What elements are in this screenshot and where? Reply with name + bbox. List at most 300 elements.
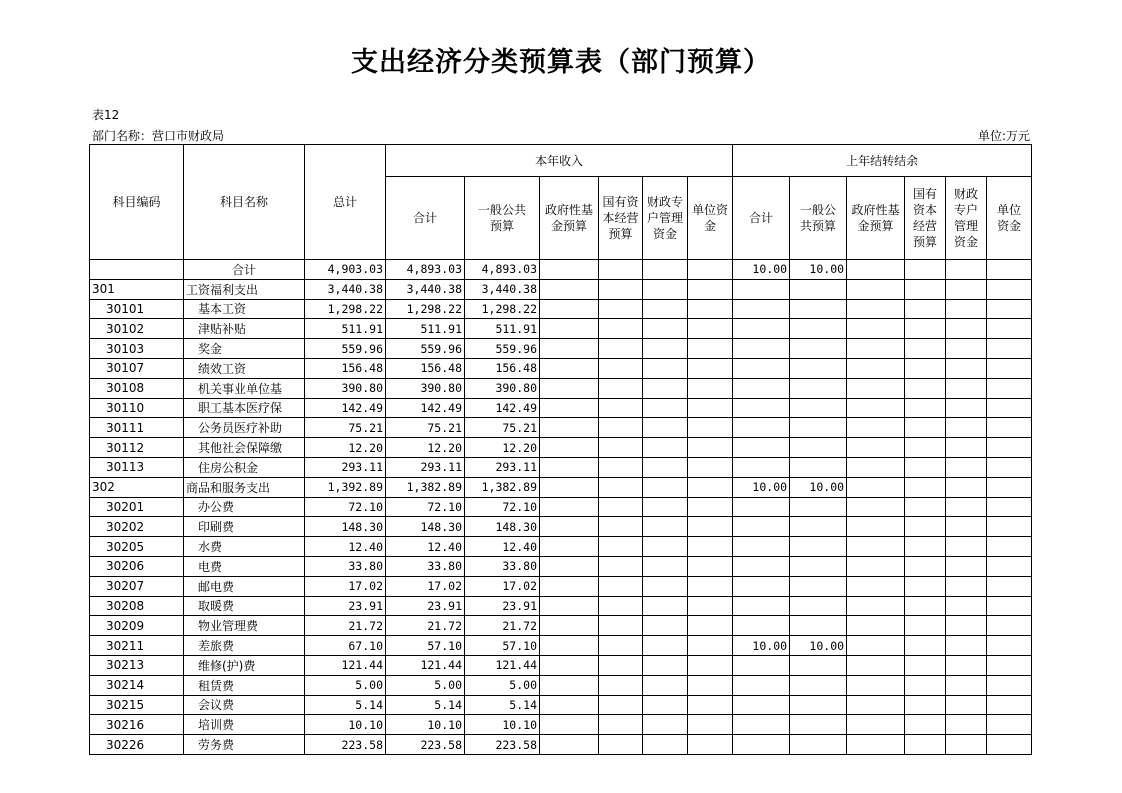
cell-cur-special	[643, 675, 688, 695]
cell-cur-unit	[688, 319, 733, 339]
cell-pri-fund	[847, 636, 905, 656]
cell-cur-sum: 21.72	[386, 616, 465, 636]
cell-pri-special	[946, 497, 987, 517]
cell-pri-general	[790, 735, 847, 755]
cell-pri-sum	[733, 695, 790, 715]
cell-total: 12.40	[305, 537, 386, 557]
cell-cur-unit	[688, 616, 733, 636]
cell-pri-fund	[847, 616, 905, 636]
cell-pri-state	[905, 299, 946, 319]
cell-name: 合计	[184, 260, 305, 280]
cell-cur-state	[599, 636, 643, 656]
cell-cur-state	[599, 715, 643, 735]
cell-cur-fund	[540, 556, 599, 576]
cell-cur-special	[643, 517, 688, 537]
cell-cur-fund	[540, 418, 599, 438]
cell-pri-general	[790, 418, 847, 438]
table-row	[90, 655, 1032, 675]
cell-pri-sum	[733, 537, 790, 557]
cell-cur-general: 33.80	[465, 556, 540, 576]
cell-total: 1,392.89	[305, 477, 386, 497]
cell-pri-general	[790, 517, 847, 537]
cell-pri-state	[905, 497, 946, 517]
cell-total: 17.02	[305, 576, 386, 596]
cell-cur-unit	[688, 695, 733, 715]
table-row	[90, 438, 1032, 458]
cell-cur-unit	[688, 339, 733, 359]
cell-pri-state	[905, 438, 946, 458]
cell-pri-unit	[987, 556, 1032, 576]
cell-pri-unit	[987, 537, 1032, 557]
cell-cur-special	[643, 358, 688, 378]
table-row	[90, 675, 1032, 695]
cell-pri-sum	[733, 556, 790, 576]
cell-pri-general	[790, 398, 847, 418]
cell-cur-special	[643, 537, 688, 557]
cell-pri-fund	[847, 438, 905, 458]
cell-name: 印刷费	[184, 517, 305, 537]
cell-pri-special	[946, 398, 987, 418]
cell-cur-fund	[540, 279, 599, 299]
cell-code: 30208	[90, 596, 184, 616]
cell-pri-special	[946, 596, 987, 616]
cell-pri-state	[905, 398, 946, 418]
cell-cur-state	[599, 517, 643, 537]
cell-cur-general: 223.58	[465, 735, 540, 755]
cell-total: 559.96	[305, 339, 386, 359]
cell-code: 30111	[90, 418, 184, 438]
cell-pri-sum	[733, 497, 790, 517]
cell-pri-general: 10.00	[790, 636, 847, 656]
cell-pri-special	[946, 260, 987, 280]
cell-total: 293.11	[305, 457, 386, 477]
cell-pri-sum	[733, 279, 790, 299]
cell-cur-general: 75.21	[465, 418, 540, 438]
cell-cur-special	[643, 279, 688, 299]
cell-cur-fund	[540, 358, 599, 378]
cell-cur-fund	[540, 378, 599, 398]
cell-pri-fund	[847, 418, 905, 438]
cell-total: 5.14	[305, 695, 386, 715]
cell-cur-special	[643, 556, 688, 576]
cell-cur-sum: 1,298.22	[386, 299, 465, 319]
cell-pri-special	[946, 715, 987, 735]
cell-pri-unit	[987, 339, 1032, 359]
cell-name: 取暖费	[184, 596, 305, 616]
cell-code: 30201	[90, 497, 184, 517]
cell-pri-special	[946, 537, 987, 557]
cell-pri-state	[905, 675, 946, 695]
cell-pri-unit	[987, 655, 1032, 675]
cell-pri-unit	[987, 497, 1032, 517]
cell-pri-fund	[847, 596, 905, 616]
cell-cur-state	[599, 457, 643, 477]
cell-cur-unit	[688, 477, 733, 497]
cell-pri-sum	[733, 299, 790, 319]
cell-cur-unit	[688, 418, 733, 438]
cell-cur-fund	[540, 517, 599, 537]
cell-total: 10.10	[305, 715, 386, 735]
cell-code: 30213	[90, 655, 184, 675]
cell-pri-state	[905, 655, 946, 675]
cell-name: 水费	[184, 537, 305, 557]
header-pri-unit: 单位资金	[987, 177, 1032, 260]
cell-code: 30209	[90, 616, 184, 636]
cell-pri-general	[790, 616, 847, 636]
cell-cur-general: 57.10	[465, 636, 540, 656]
header-cur-sum: 合计	[386, 177, 465, 260]
header-pri-fund: 政府性基金预算	[847, 177, 905, 260]
cell-cur-general: 156.48	[465, 358, 540, 378]
cell-pri-state	[905, 260, 946, 280]
table-row	[90, 378, 1032, 398]
cell-cur-sum: 23.91	[386, 596, 465, 616]
cell-cur-general: 148.30	[465, 517, 540, 537]
cell-pri-special	[946, 378, 987, 398]
table-body	[90, 260, 1032, 755]
cell-pri-fund	[847, 358, 905, 378]
cell-cur-sum: 75.21	[386, 418, 465, 438]
cell-pri-state	[905, 517, 946, 537]
cell-pri-general: 10.00	[790, 477, 847, 497]
cell-cur-special	[643, 655, 688, 675]
cell-pri-sum	[733, 735, 790, 755]
cell-cur-unit	[688, 299, 733, 319]
cell-pri-fund	[847, 378, 905, 398]
cell-pri-fund	[847, 735, 905, 755]
cell-total: 21.72	[305, 616, 386, 636]
cell-pri-general	[790, 576, 847, 596]
cell-pri-unit	[987, 695, 1032, 715]
header-total: 总计	[305, 145, 386, 260]
cell-cur-special	[643, 398, 688, 418]
cell-cur-sum: 1,382.89	[386, 477, 465, 497]
cell-pri-special	[946, 339, 987, 359]
cell-pri-fund	[847, 279, 905, 299]
department-name: 部门名称：营口市财政局	[92, 129, 225, 143]
cell-pri-unit	[987, 596, 1032, 616]
cell-pri-fund	[847, 260, 905, 280]
cell-code: 30110	[90, 398, 184, 418]
cell-code: 30113	[90, 457, 184, 477]
cell-name: 物业管理费	[184, 616, 305, 636]
cell-pri-state	[905, 319, 946, 339]
cell-pri-fund	[847, 537, 905, 557]
cell-cur-fund	[540, 655, 599, 675]
cell-cur-general: 12.20	[465, 438, 540, 458]
table-row	[90, 477, 1032, 497]
cell-cur-sum: 390.80	[386, 378, 465, 398]
cell-pri-general	[790, 497, 847, 517]
cell-cur-state	[599, 477, 643, 497]
cell-cur-fund	[540, 537, 599, 557]
table-row	[90, 556, 1032, 576]
cell-name: 电费	[184, 556, 305, 576]
cell-pri-fund	[847, 576, 905, 596]
header-cur-fund: 政府性基金预算	[540, 177, 599, 260]
cell-code: 30101	[90, 299, 184, 319]
cell-pri-unit	[987, 438, 1032, 458]
cell-pri-state	[905, 616, 946, 636]
table-row	[90, 339, 1032, 359]
cell-cur-fund	[540, 675, 599, 695]
cell-cur-state	[599, 279, 643, 299]
cell-pri-general	[790, 695, 847, 715]
cell-cur-special	[643, 695, 688, 715]
cell-cur-fund	[540, 319, 599, 339]
cell-code: 30214	[90, 675, 184, 695]
cell-pri-unit	[987, 358, 1032, 378]
cell-pri-state	[905, 378, 946, 398]
cell-cur-special	[643, 735, 688, 755]
cell-cur-general: 17.02	[465, 576, 540, 596]
cell-cur-sum: 293.11	[386, 457, 465, 477]
cell-cur-state	[599, 537, 643, 557]
cell-name: 商品和服务支出	[184, 477, 305, 497]
cell-name: 其他社会保障缴	[184, 438, 305, 458]
header-pri-general: 一般公共预算	[790, 177, 847, 260]
cell-pri-unit	[987, 457, 1032, 477]
cell-cur-state	[599, 319, 643, 339]
cell-pri-special	[946, 675, 987, 695]
cell-total: 12.20	[305, 438, 386, 458]
table-number: 表12	[92, 108, 120, 122]
header-cur-unit: 单位资金	[688, 177, 733, 260]
cell-cur-special	[643, 497, 688, 517]
cell-pri-unit	[987, 735, 1032, 755]
table-row	[90, 299, 1032, 319]
cell-cur-general: 559.96	[465, 339, 540, 359]
cell-cur-state	[599, 358, 643, 378]
table-row	[90, 715, 1032, 735]
cell-pri-state	[905, 695, 946, 715]
cell-pri-fund	[847, 715, 905, 735]
cell-cur-sum: 4,893.03	[386, 260, 465, 280]
cell-cur-unit	[688, 260, 733, 280]
cell-pri-fund	[847, 655, 905, 675]
cell-code: 30103	[90, 339, 184, 359]
cell-name: 差旅费	[184, 636, 305, 656]
cell-pri-sum	[733, 378, 790, 398]
cell-pri-special	[946, 517, 987, 537]
cell-cur-special	[643, 616, 688, 636]
cell-cur-general: 23.91	[465, 596, 540, 616]
cell-cur-sum: 12.40	[386, 537, 465, 557]
cell-name: 租赁费	[184, 675, 305, 695]
cell-cur-state	[599, 260, 643, 280]
cell-pri-state	[905, 339, 946, 359]
cell-pri-unit	[987, 675, 1032, 695]
cell-code: 30215	[90, 695, 184, 715]
cell-pri-unit	[987, 319, 1032, 339]
page-title: 支出经济分类预算表（部门预算）	[351, 47, 771, 78]
cell-total: 223.58	[305, 735, 386, 755]
cell-pri-fund	[847, 319, 905, 339]
cell-pri-unit	[987, 398, 1032, 418]
header-pri-special: 财政专户管理资金	[946, 177, 987, 260]
cell-cur-state	[599, 675, 643, 695]
cell-total: 156.48	[305, 358, 386, 378]
cell-name: 奖金	[184, 339, 305, 359]
cell-cur-state	[599, 438, 643, 458]
cell-cur-special	[643, 636, 688, 656]
cell-code: 30102	[90, 319, 184, 339]
cell-total: 148.30	[305, 517, 386, 537]
cell-pri-sum	[733, 616, 790, 636]
cell-total: 67.10	[305, 636, 386, 656]
cell-cur-special	[643, 477, 688, 497]
cell-cur-general: 3,440.38	[465, 279, 540, 299]
cell-pri-state	[905, 556, 946, 576]
cell-cur-fund	[540, 715, 599, 735]
cell-name: 办公费	[184, 497, 305, 517]
cell-cur-fund	[540, 299, 599, 319]
cell-total: 142.49	[305, 398, 386, 418]
cell-pri-general: 10.00	[790, 260, 847, 280]
cell-total: 3,440.38	[305, 279, 386, 299]
cell-pri-fund	[847, 477, 905, 497]
cell-code: 30226	[90, 735, 184, 755]
cell-cur-general: 1,382.89	[465, 477, 540, 497]
table-row	[90, 636, 1032, 656]
cell-pri-general	[790, 675, 847, 695]
cell-name: 维修(护)费	[184, 655, 305, 675]
table-row	[90, 616, 1032, 636]
cell-pri-fund	[847, 339, 905, 359]
cell-pri-unit	[987, 517, 1032, 537]
header-code: 科目编码	[90, 145, 184, 260]
cell-pri-fund	[847, 695, 905, 715]
cell-cur-general: 5.14	[465, 695, 540, 715]
cell-total: 75.21	[305, 418, 386, 438]
table-row	[90, 517, 1032, 537]
cell-pri-sum	[733, 457, 790, 477]
cell-pri-sum	[733, 675, 790, 695]
cell-pri-state	[905, 576, 946, 596]
cell-cur-state	[599, 398, 643, 418]
cell-cur-state	[599, 339, 643, 359]
cell-cur-sum: 5.14	[386, 695, 465, 715]
cell-cur-unit	[688, 537, 733, 557]
cell-cur-sum: 17.02	[386, 576, 465, 596]
cell-cur-sum: 142.49	[386, 398, 465, 418]
table-row	[90, 398, 1032, 418]
cell-cur-fund	[540, 636, 599, 656]
cell-cur-sum: 156.48	[386, 358, 465, 378]
cell-pri-unit	[987, 616, 1032, 636]
cell-name: 工资福利支出	[184, 279, 305, 299]
cell-cur-fund	[540, 457, 599, 477]
cell-pri-sum	[733, 418, 790, 438]
cell-cur-unit	[688, 715, 733, 735]
cell-cur-unit	[688, 735, 733, 755]
cell-name: 公务员医疗补助	[184, 418, 305, 438]
cell-pri-sum	[733, 576, 790, 596]
cell-code	[90, 260, 184, 280]
cell-total: 23.91	[305, 596, 386, 616]
header-pri-sum: 合计	[733, 177, 790, 260]
cell-cur-sum: 223.58	[386, 735, 465, 755]
cell-cur-unit	[688, 457, 733, 477]
budget-table	[89, 144, 1032, 755]
cell-code: 30112	[90, 438, 184, 458]
cell-cur-fund	[540, 616, 599, 636]
table-row	[90, 319, 1032, 339]
cell-cur-special	[643, 319, 688, 339]
cell-cur-fund	[540, 497, 599, 517]
cell-cur-special	[643, 596, 688, 616]
cell-cur-unit	[688, 279, 733, 299]
cell-pri-state	[905, 457, 946, 477]
unit-label: 单位:万元	[977, 129, 1030, 143]
cell-cur-sum: 511.91	[386, 319, 465, 339]
cell-cur-special	[643, 299, 688, 319]
cell-pri-state	[905, 358, 946, 378]
cell-cur-fund	[540, 695, 599, 715]
cell-cur-state	[599, 596, 643, 616]
cell-code: 30207	[90, 576, 184, 596]
cell-cur-state	[599, 378, 643, 398]
cell-cur-general: 390.80	[465, 378, 540, 398]
table-row	[90, 596, 1032, 616]
cell-cur-fund	[540, 398, 599, 418]
cell-pri-sum	[733, 339, 790, 359]
cell-total: 390.80	[305, 378, 386, 398]
cell-pri-sum	[733, 438, 790, 458]
cell-cur-state	[599, 695, 643, 715]
cell-pri-unit	[987, 477, 1032, 497]
cell-pri-state	[905, 735, 946, 755]
cell-cur-state	[599, 616, 643, 636]
cell-pri-special	[946, 616, 987, 636]
cell-pri-unit	[987, 260, 1032, 280]
cell-cur-sum: 72.10	[386, 497, 465, 517]
cell-cur-general: 5.00	[465, 675, 540, 695]
cell-pri-sum	[733, 715, 790, 735]
cell-cur-general: 121.44	[465, 655, 540, 675]
cell-cur-unit	[688, 596, 733, 616]
cell-name: 津贴补贴	[184, 319, 305, 339]
cell-cur-special	[643, 457, 688, 477]
cell-pri-state	[905, 636, 946, 656]
cell-code: 30205	[90, 537, 184, 557]
cell-pri-general	[790, 596, 847, 616]
cell-cur-fund	[540, 477, 599, 497]
cell-cur-state	[599, 576, 643, 596]
cell-total: 4,903.03	[305, 260, 386, 280]
cell-cur-fund	[540, 596, 599, 616]
cell-name: 住房公积金	[184, 457, 305, 477]
cell-pri-state	[905, 596, 946, 616]
cell-cur-unit	[688, 398, 733, 418]
cell-cur-special	[643, 260, 688, 280]
cell-cur-general: 72.10	[465, 497, 540, 517]
cell-name: 邮电费	[184, 576, 305, 596]
cell-pri-sum	[733, 358, 790, 378]
cell-name: 培训费	[184, 715, 305, 735]
table-row	[90, 537, 1032, 557]
cell-cur-unit	[688, 576, 733, 596]
cell-pri-fund	[847, 497, 905, 517]
cell-name: 绩效工资	[184, 358, 305, 378]
cell-cur-special	[643, 339, 688, 359]
header-cur-state: 国有资本经营预算	[599, 177, 643, 260]
cell-cur-sum: 3,440.38	[386, 279, 465, 299]
cell-pri-general	[790, 319, 847, 339]
header-pri-state: 国有资本经营预算	[905, 177, 946, 260]
cell-pri-unit	[987, 418, 1032, 438]
cell-cur-special	[643, 438, 688, 458]
